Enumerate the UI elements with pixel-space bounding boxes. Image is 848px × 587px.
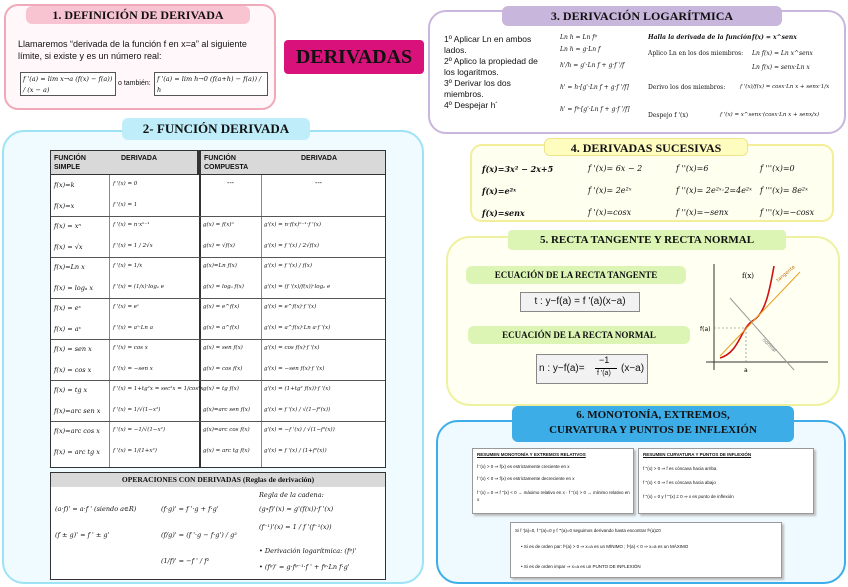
graph-fx: f(x) bbox=[742, 272, 755, 280]
normal-eq-right: (x−a) bbox=[621, 363, 645, 374]
simple-func-13: f(x) = arc tg x bbox=[54, 447, 100, 456]
dash-1: --- bbox=[227, 180, 234, 187]
sucesiva-0-0: f(x)=3x² − 2x+5 bbox=[482, 164, 554, 174]
comp-deriv-9: g'(x) = −sen f(x)·f '(x) bbox=[264, 365, 325, 372]
simple-deriv-11: f '(x) = 1/√(1−x²) bbox=[113, 406, 161, 413]
simple-deriv-13: f '(x) = 1/(1+x²) bbox=[113, 447, 157, 454]
operaciones-box bbox=[50, 472, 386, 580]
simple-func-10: f(x) = tg x bbox=[54, 386, 88, 394]
sucesiva-2-1: f '(x)=cosx bbox=[588, 208, 632, 217]
log-left-1: Ln h = g·Ln f bbox=[560, 46, 601, 53]
op-4: (1/f)' = −f ' / f² bbox=[161, 557, 210, 565]
definicion-formula-2: f '(a) = lim h→0 (f(a+h) − f(a)) / h bbox=[154, 72, 268, 96]
tangente-label: ECUACIÓN DE LA RECTA TANGENTE bbox=[466, 266, 686, 284]
definicion-formula-1: f '(a) = lim x→a (f(x) − f(a)) / (x − a) bbox=[20, 72, 116, 96]
simple-func-0: f(x)=k bbox=[54, 181, 75, 189]
funcion-derivada-title: 2- FUNCIÓN DERIVADA bbox=[122, 118, 310, 140]
comp-func-5: g(x) = logₐ f(x) bbox=[203, 283, 244, 290]
simple-func-9: f(x) = cos x bbox=[54, 365, 92, 374]
orden-row-2: • Si es de orden impar ⇒ x=a es un PUNTO DE INFLEXIÓN bbox=[521, 564, 641, 569]
comp-deriv-10: g'(x) = (1+tg² f(x))·f '(x) bbox=[264, 386, 331, 392]
orden-superior-card bbox=[510, 522, 782, 578]
sucesiva-0-2: f ''(x)=6 bbox=[676, 164, 709, 173]
normal-eq-left: n : y−f(a)= bbox=[539, 363, 585, 374]
orden-row-1: • Si es de orden par: fⁿ(a) > 0 ⇒ x=a es un MÍNIMO ; fⁿ(a) < 0 ⇒ x=a es un MÁXIMO bbox=[521, 544, 689, 549]
monotonia-title-2: CURVATURA Y PUNTOS DE INFLEXIÓN bbox=[549, 424, 757, 436]
log-mid-0: Aplico Ln en los dos miembros: bbox=[648, 50, 744, 57]
op-7: (f⁻¹)'(x) = 1 / f '(f⁻¹(x)) bbox=[259, 523, 332, 531]
normal-eq-den: f '(a) bbox=[597, 370, 611, 377]
comp-deriv-4: g'(x) = f '(x) / f(x) bbox=[264, 263, 312, 269]
normal-eq bbox=[536, 354, 648, 384]
simple-func-6: f(x) = eˣ bbox=[54, 304, 81, 312]
log-right-1: Ln f(x) = senx·Ln x bbox=[752, 64, 810, 71]
main-title: DERIVADAS bbox=[284, 40, 424, 74]
monotonia-title bbox=[512, 406, 794, 442]
sucesiva-1-3: f '''(x)= 8e²ˣ bbox=[760, 186, 808, 195]
op-6: (g∘f)'(x) = g'(f(x))·f '(x) bbox=[259, 505, 334, 513]
dash-2: --- bbox=[315, 180, 322, 187]
monotonia-row-1: f '(x) < 0 ⇒ f(x) es estrictamente decreciente en x bbox=[477, 476, 575, 481]
sucesiva-2-0: f(x)=senx bbox=[482, 208, 525, 218]
recta-graph bbox=[700, 258, 832, 382]
comp-deriv-2: g'(x) = n·f(x)ⁿ⁻¹·f '(x) bbox=[264, 222, 322, 228]
comp-func-10: g(x) = tg f(x) bbox=[203, 386, 239, 392]
sucesiva-2-2: f ''(x)=−senx bbox=[676, 208, 729, 217]
monotonia-row-0: f '(x) > 0 ⇒ f(x) es estrictamente creciente en x bbox=[477, 464, 570, 469]
simple-func-12: f(x)=arc cos x bbox=[54, 427, 100, 435]
op-1: (f ± g)' = f ' ± g' bbox=[55, 531, 110, 539]
comp-deriv-6: g'(x) = e^f(x)·f '(x) bbox=[264, 304, 317, 310]
curvatura-row-0: f ''(x) > 0 ⇒ f es cóncava hacia arriba bbox=[643, 466, 717, 471]
comp-func-4: g(x)=Ln f(x) bbox=[203, 263, 237, 269]
head-simple: FUNCIÓN SIMPLE bbox=[54, 155, 86, 171]
sucesiva-1-0: f(x)=e²ˣ bbox=[482, 186, 517, 196]
comp-deriv-13: g'(x) = f '(x) / (1+f²(x)) bbox=[264, 447, 327, 454]
graph-fa: f(a) bbox=[700, 326, 711, 333]
comp-func-12: g(x)=arc cos f(x) bbox=[203, 427, 250, 433]
simple-deriv-5: f '(x) = (1/x)·logₐ e bbox=[113, 283, 164, 290]
normal-label: ECUACIÓN DE LA RECTA NORMAL bbox=[468, 326, 690, 344]
curvatura-card-title: RESUMEN CURVATURA Y PUNTOS DE INFLEXIÓN bbox=[643, 452, 752, 457]
head-derivada-1: DERIVADA bbox=[121, 155, 158, 162]
derivacion-log-title: 3. DERIVACIÓN LOGARÍTMICA bbox=[502, 6, 782, 26]
comp-func-7: g(x) = a^f(x) bbox=[203, 324, 240, 331]
comp-func-2: g(x) = f(x)ⁿ bbox=[203, 222, 234, 228]
op-8: • Derivación logarítmica: (fᵍ)' bbox=[259, 547, 357, 555]
log-right-3: f '(x) = x^senx·(cosx·Ln x + senx/x) bbox=[720, 112, 820, 118]
simple-deriv-12: f '(x) = −1/√(1−x²) bbox=[113, 427, 165, 433]
sucesiva-2-3: f '''(x)=−cosx bbox=[760, 208, 815, 217]
step-1: 1º Aplicar Ln en ambos lados. bbox=[444, 34, 532, 55]
monotonia-card-title: RESUMEN MONOTONÍA Y EXTREMOS RELATIVOS bbox=[477, 452, 586, 457]
derivadas-table bbox=[50, 150, 386, 468]
log-right-head: f(x) = x^senx bbox=[752, 34, 797, 41]
comp-deriv-8: g'(x) = cos f(x)·f '(x) bbox=[264, 345, 320, 351]
simple-deriv-4: f '(x) = 1/x bbox=[113, 263, 143, 269]
simple-deriv-10: f '(x) = 1+tg²x = sec²x = 1/cos²x bbox=[113, 386, 204, 392]
curvatura-row-2: f ''(x) = 0 y f '''(x) ≠ 0 ⇒ x es punto de inflexión bbox=[643, 494, 734, 499]
definicion-text: Llamaremos “derivada de la función f en x=a” al siguiente límite, si existe y es un número real: bbox=[18, 39, 247, 61]
op-3: (f/g)' = (f '·g − f·g') / g² bbox=[161, 531, 237, 539]
monotonia-row-2: f '(x) = 0 ⇒ f ''(x) < 0 → máximo relativo en x · f ''(x) > 0 → mínimo relativo en x bbox=[477, 490, 630, 502]
simple-deriv-1: f '(x) = 1 bbox=[113, 201, 138, 208]
monotonia-title-1: 6. MONOTONÍA, EXTREMOS, bbox=[576, 409, 730, 421]
operaciones-title: OPERACIONES CON DERIVADAS (Reglas de derivación) bbox=[51, 473, 385, 487]
simple-func-3: f(x) = √x bbox=[54, 242, 83, 251]
comp-func-6: g(x) = e^f(x) bbox=[203, 304, 240, 310]
comp-deriv-11: g'(x) = f '(x) / √(1−f²(x)) bbox=[264, 406, 331, 413]
step-3: 3º Derivar los dos miembros. bbox=[444, 78, 511, 99]
head-compuesta: FUNCIÓN COMPUESTA bbox=[204, 155, 249, 171]
log-left-2: h'/h = g'·Ln f + g·f '/f bbox=[560, 62, 625, 69]
log-right-0: Ln f(x) = Ln x^senx bbox=[752, 50, 813, 57]
log-left-0: Ln h = Ln fᵍ bbox=[560, 34, 597, 41]
simple-func-7: f(x) = aˣ bbox=[54, 324, 81, 333]
simple-func-11: f(x)=arc sen x bbox=[54, 406, 101, 415]
sucesiva-1-1: f '(x)= 2e²ˣ bbox=[588, 186, 632, 195]
log-left-4: h' = fᵍ·[g'·Ln f + g·f '/f] bbox=[560, 106, 630, 113]
simple-deriv-2: f '(x) = n·xⁿ⁻¹ bbox=[113, 222, 150, 228]
tangente-eq: t : y−f(a) = f '(a)(x−a) bbox=[520, 292, 640, 312]
log-mid-head: Halla la derivada de la función bbox=[648, 34, 752, 41]
comp-func-11: g(x)=arc sen f(x) bbox=[203, 406, 251, 413]
log-mid-2: Despejo f '(x) bbox=[648, 112, 689, 119]
sucesiva-0-3: f '''(x)=0 bbox=[760, 164, 795, 173]
head-derivada-2: DERIVADA bbox=[301, 155, 338, 162]
normal-eq-num: −1 bbox=[599, 355, 610, 365]
simple-deriv-7: f '(x) = aˣ·Ln a bbox=[113, 324, 153, 331]
op-2: (f·g)' = f '·g + f·g' bbox=[161, 505, 219, 513]
derivacion-log-steps bbox=[444, 34, 548, 111]
step-4: 4º Despejar h´ bbox=[444, 100, 499, 110]
graph-normal: normal bbox=[760, 337, 778, 354]
sucesiva-1-2: f ''(x)= 2e²ˣ·2=4e²ˣ bbox=[676, 186, 752, 195]
simple-deriv-6: f '(x) = eˣ bbox=[113, 304, 140, 310]
graph-a: a bbox=[744, 367, 748, 374]
comp-deriv-12: g'(x) = −f '(x) / √(1−f²(x)) bbox=[264, 427, 335, 433]
op-9: • (fᵍ)' = g·fᵍ⁻¹·f ' + fᵍ·Ln f·g' bbox=[259, 563, 350, 571]
comp-deriv-7: g'(x) = a^f(x)·Ln a·f '(x) bbox=[264, 324, 331, 331]
simple-deriv-8: f '(x) = cos x bbox=[113, 345, 148, 351]
graph-tangente: tangente bbox=[775, 264, 797, 284]
log-left-3: h' = h·[g'·Ln f + g·f '/f] bbox=[560, 84, 629, 91]
comp-func-8: g(x) = sen f(x) bbox=[203, 345, 243, 351]
comp-func-13: g(x) = arc tg f(x) bbox=[203, 447, 250, 454]
definicion-or-text: o también: bbox=[118, 80, 151, 87]
simple-deriv-3: f '(x) = 1 / 2√x bbox=[113, 242, 153, 249]
definicion-title: 1. DEFINICIÓN DE DERIVADA bbox=[26, 6, 250, 24]
log-mid-1: Derivo los dos miembros: bbox=[648, 84, 726, 91]
curvatura-row-1: f ''(x) < 0 ⇒ f es cóncava hacia abajo bbox=[643, 480, 716, 485]
step-2: 2º Aplico la propiedad de los logaritmos. bbox=[444, 56, 538, 77]
op-0: (a·f)' = a·f ' (siendo a∈R) bbox=[55, 505, 137, 513]
simple-func-5: f(x) = logₐ x bbox=[54, 283, 94, 292]
op-5: Regla de la cadena: bbox=[259, 491, 324, 499]
simple-func-1: f(x)=x bbox=[54, 201, 75, 210]
simple-deriv-0: f '(x) = 0 bbox=[113, 181, 138, 187]
simple-deriv-9: f '(x) = −sen x bbox=[113, 365, 153, 372]
sucesiva-0-1: f '(x)= 6x − 2 bbox=[588, 164, 643, 173]
orden-row-0: Si f '(a)=0, f ''(a)=0 y f '''(a)=0 seguimos derivando hasta encontrar fⁿ(a)≠0 bbox=[515, 528, 661, 533]
sucesivas-title: 4. DERIVADAS SUCESIVAS bbox=[544, 138, 748, 156]
comp-func-3: g(x) = √f(x) bbox=[203, 242, 235, 249]
log-right-2: f '(x)/f(x) = cosx·Ln x + senx·1/x bbox=[740, 84, 830, 90]
recta-title: 5. RECTA TANGENTE Y RECTA NORMAL bbox=[508, 230, 786, 250]
simple-func-4: f(x)=Ln x bbox=[54, 263, 85, 271]
simple-func-2: f(x) = xⁿ bbox=[54, 222, 82, 230]
comp-deriv-5: g'(x) = (f '(x)/f(x))·logₐ e bbox=[264, 283, 331, 290]
curvatura-card bbox=[638, 448, 814, 514]
comp-deriv-3: g'(x) = f '(x) / 2√f(x) bbox=[264, 242, 320, 249]
monotonia-card bbox=[472, 448, 634, 514]
comp-func-9: g(x) = cos f(x) bbox=[203, 365, 243, 372]
simple-func-8: f(x) = sen x bbox=[54, 345, 92, 353]
